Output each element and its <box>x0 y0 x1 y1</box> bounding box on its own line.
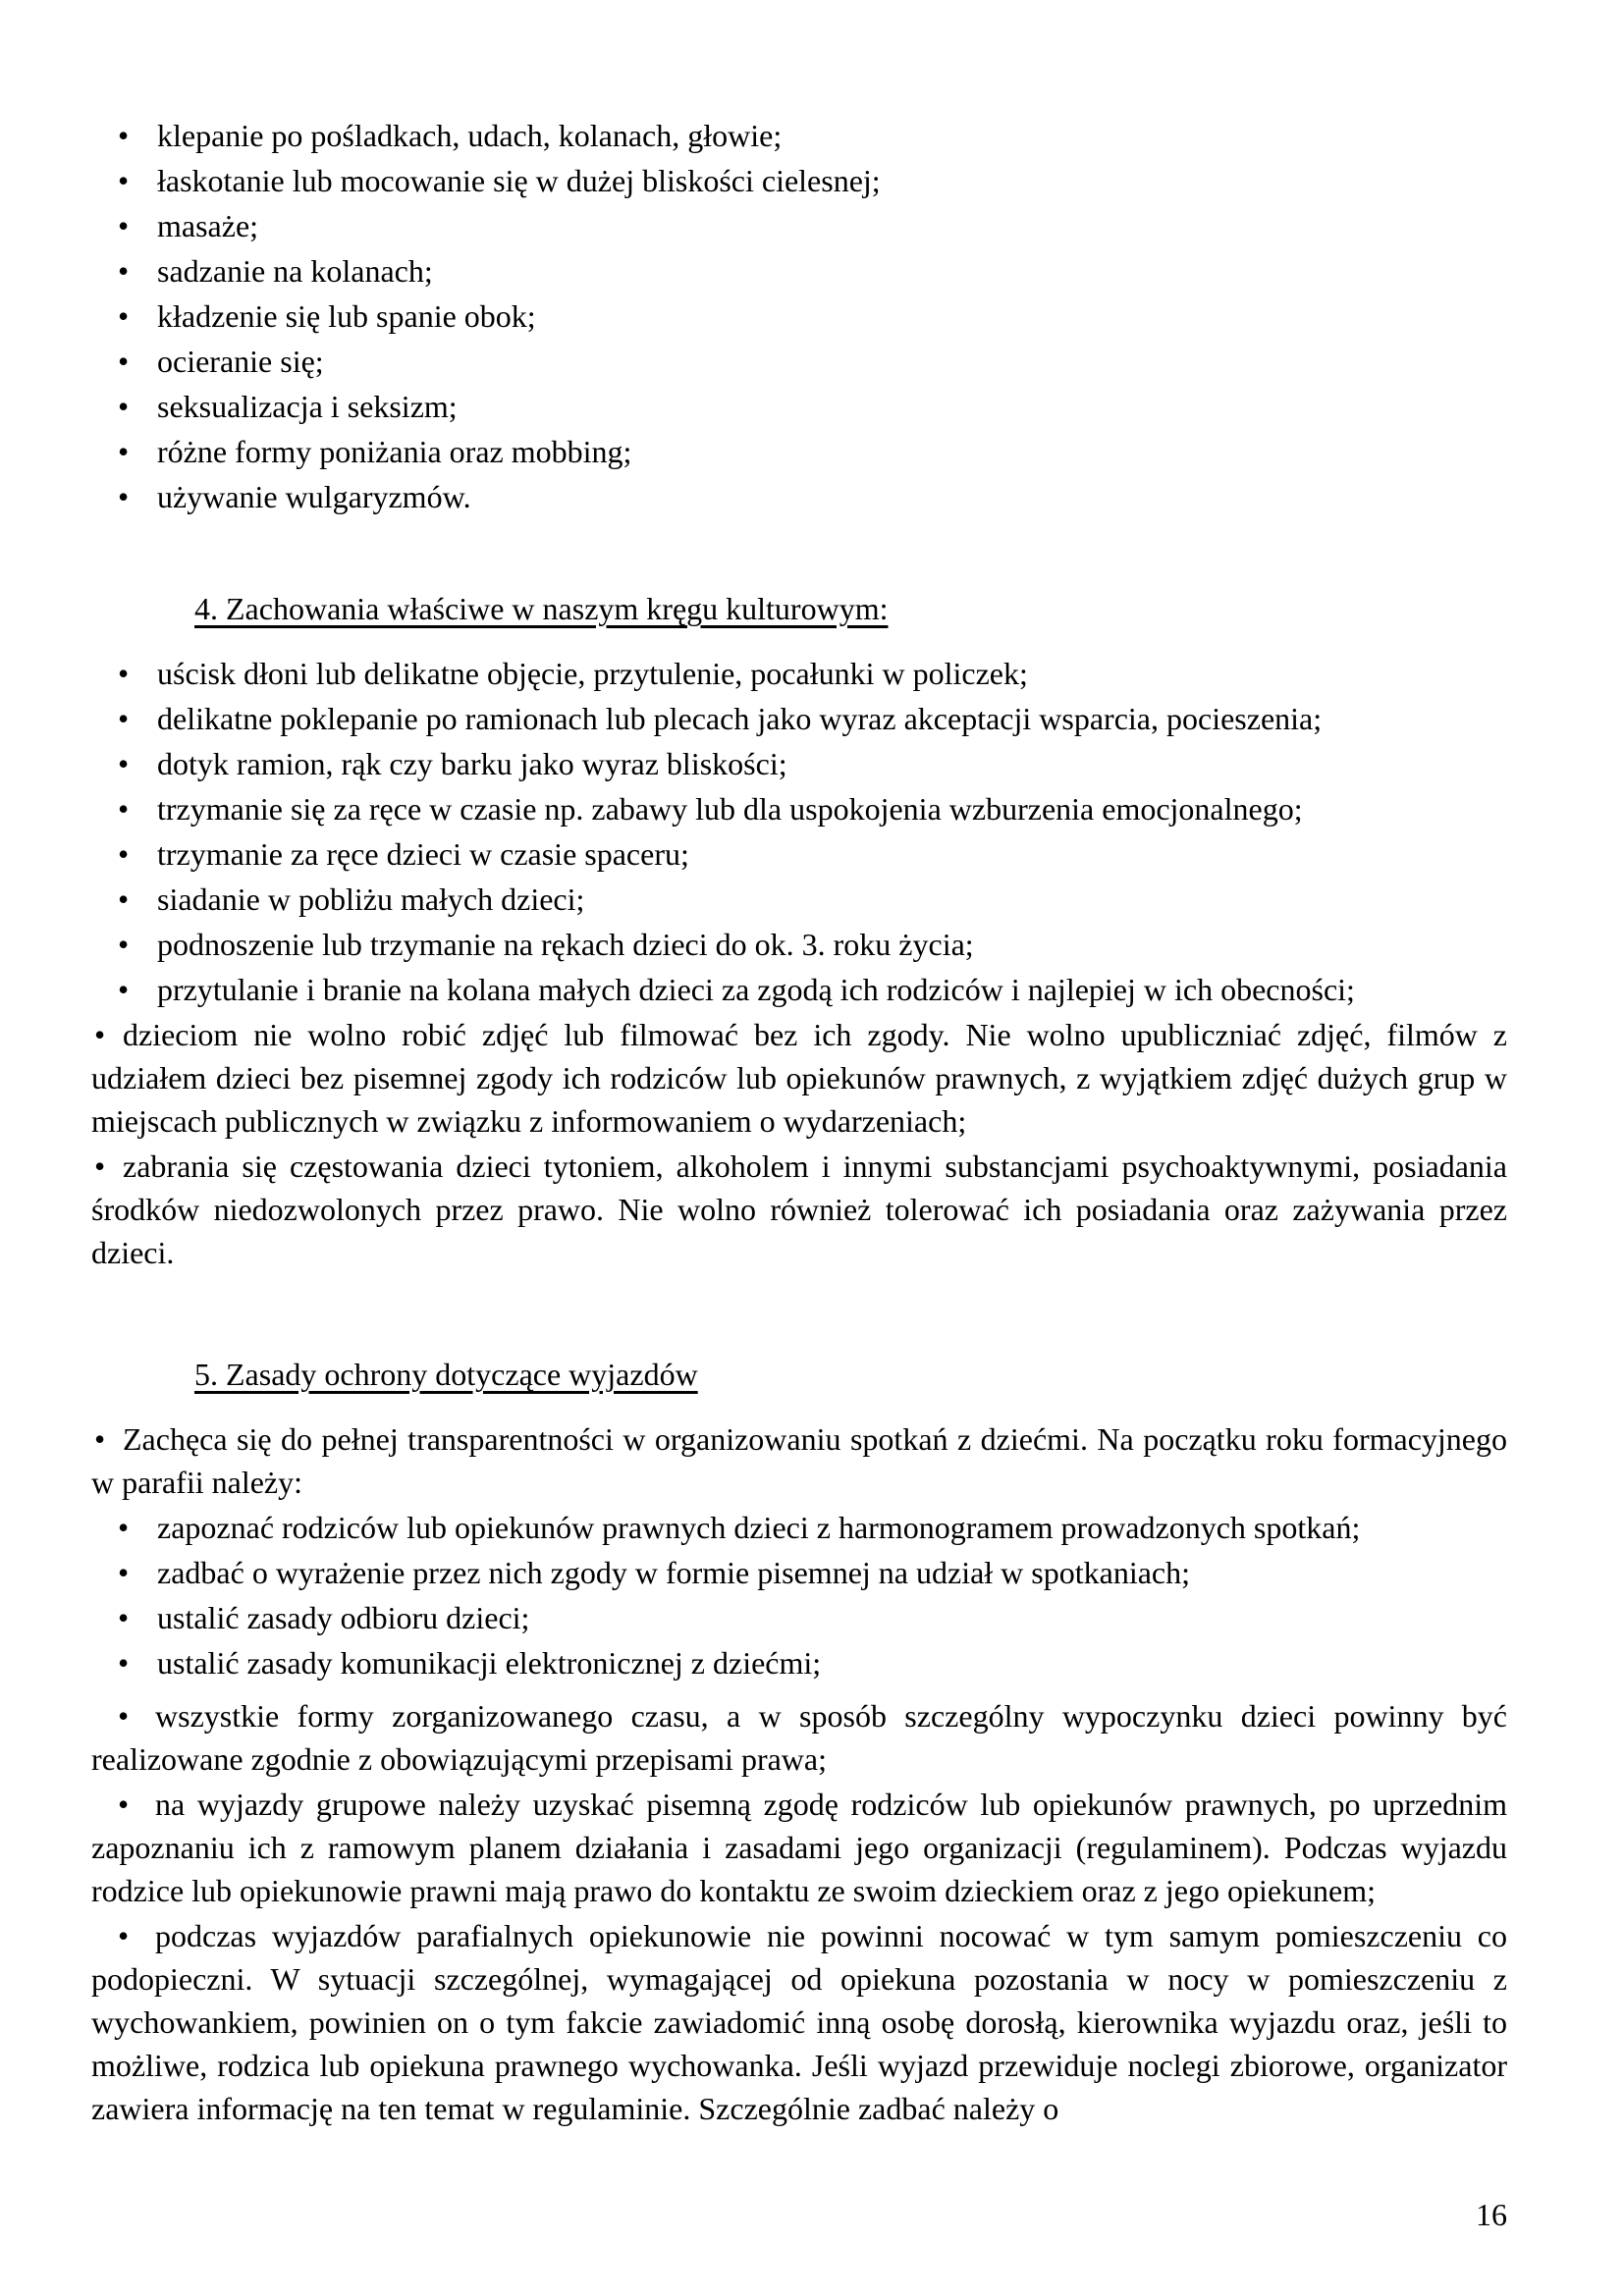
improper-behaviors-list <box>91 114 1507 518</box>
list-item: • trzymanie się za ręce w czasie np. zabawy lub dla uspokojenia wzburzenia emocjonalnego; <box>91 787 1507 830</box>
list-item: • zadbać o wyrażenie przez nich zgody w formie pisemnej na udział w spotkaniach; <box>91 1551 1507 1594</box>
list-item: • uścisk dłoni lub delikatne objęcie, przytulenie, pocałunki w policzek; <box>91 652 1507 695</box>
list-item: • przytulanie i branie na kolana małych dzieci za zgodą ich rodziców i najlepiej w ich obecności; <box>91 968 1507 1011</box>
list-item: • podczas wyjazdów parafialnych opiekunowie nie powinni nocować w tym samym pomieszczeniu co podopieczni. W sytuacji szczególnej, wymagającej od opiekuna pozostania w nocy w pomieszczeniu z wychowankiem, powinien on o tym fakcie zawiadomić inną osobę dorosłą, kierownika wyjazdu oraz, jeśli to możliwe, rodzica lub opiekuna prawnego wychowanka. Jeśli wyjazd przewiduje noclegi zbiorowe, organizator zawiera informację na ten temat w regulaminie. Szczególnie zadbać należy o <box>91 1914 1507 2130</box>
list-item: • ustalić zasady odbioru dzieci; <box>91 1596 1507 1639</box>
appropriate-behaviors-list <box>91 652 1507 1274</box>
list-item: • siadanie w pobliżu małych dzieci; <box>91 878 1507 921</box>
list-item: • seksualizacja i seksizm; <box>91 385 1507 428</box>
list-item: • klepanie po pośladkach, udach, kolanach, głowie; <box>91 114 1507 157</box>
list-item: • różne formy poniżania oraz mobbing; <box>91 430 1507 473</box>
list-item: • dotyk ramion, rąk czy barku jako wyraz bliskości; <box>91 742 1507 785</box>
list-item: • Zachęca się do pełnej transparentności w organizowaniu spotkań z dziećmi. Na początku roku formacyjnego w parafii należy: <box>91 1417 1507 1504</box>
list-item: • zapoznać rodziców lub opiekunów prawnych dzieci z harmonogramem prowadzonych spotkań; <box>91 1506 1507 1549</box>
list-item: • kładzenie się lub spanie obok; <box>91 294 1507 338</box>
list-item: • ocieranie się; <box>91 340 1507 383</box>
list-item: • delikatne poklepanie po ramionach lub plecach jako wyraz akceptacji wsparcia, pocieszenia; <box>91 697 1507 740</box>
section-5-heading <box>91 1353 1507 1396</box>
trip-protection-rules-list <box>91 1417 1507 2130</box>
list-item: • sadzanie na kolanach; <box>91 249 1507 293</box>
list-item: • wszystkie formy zorganizowanego czasu, a w sposób szczególny wypoczynku dzieci powinny być realizowane zgodnie z obowiązującymi przepisami prawa; <box>91 1694 1507 1781</box>
section-5-heading-text: 5. Zasady ochrony dotyczące wyjazdów <box>194 1357 698 1392</box>
section-4-heading <box>91 587 1507 630</box>
page-number: 16 <box>1476 2197 1507 2232</box>
list-item: • trzymanie za ręce dzieci w czasie spaceru; <box>91 832 1507 876</box>
section-4-heading-text: 4. Zachowania właściwe w naszym kręgu kulturowym: <box>194 591 889 626</box>
list-item: • dzieciom nie wolno robić zdjęć lub filmować bez ich zgody. Nie wolno upubliczniać zdjęć, filmów z udziałem dzieci bez pisemnej zgody ich rodziców lub opiekunów prawnych, z wyjątkiem zdjęć dużych grup w miejscach publicznych w związku z informowaniem o wydarzeniach; <box>91 1013 1507 1143</box>
list-item: • używanie wulgaryzmów. <box>91 475 1507 518</box>
list-item: • podnoszenie lub trzymanie na rękach dzieci do ok. 3. roku życia; <box>91 923 1507 966</box>
list-item: • na wyjazdy grupowe należy uzyskać pisemną zgodę rodziców lub opiekunów prawnych, po uprzednim zapoznaniu ich z ramowym planem działania i zasadami jego organizacji (regulaminem). Podczas wyjazdu rodzice lub opiekunowie prawni mają prawo do kontaktu ze swoim dzieckiem oraz z jego opiekunem; <box>91 1783 1507 1912</box>
list-item: • zabrania się częstowania dzieci tytoniem, alkoholem i innymi substancjami psychoaktywnymi, posiadania środków niedozwolonych przez prawo. Nie wolno również tolerować ich posiadania oraz zażywania przez dzieci. <box>91 1145 1507 1274</box>
list-item: • łaskotanie lub mocowanie się w dużej bliskości cielesnej; <box>91 159 1507 202</box>
list-item: • masaże; <box>91 204 1507 247</box>
list-item: • ustalić zasady komunikacji elektronicznej z dziećmi; <box>91 1641 1507 1684</box>
